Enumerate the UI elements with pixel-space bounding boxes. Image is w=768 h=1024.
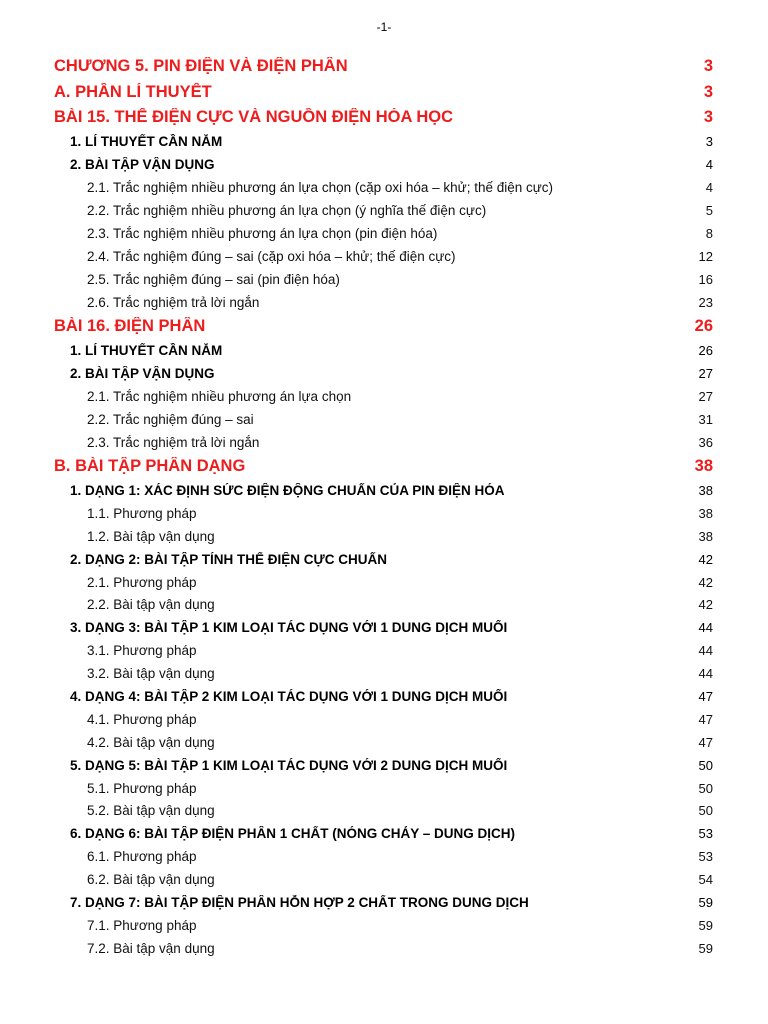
toc-subsection[interactable]: [0, 502, 768, 525]
toc-entry-title: 1.2. Bài tập vận dụng: [87, 528, 215, 544]
toc-entry-title: 3. DẠNG 3: BÀI TẬP 1 KIM LOẠI TÁC DỤNG VỚI 1 DUNG DỊCH MUỐI: [70, 620, 508, 636]
toc-subsection[interactable]: [0, 868, 768, 891]
toc-entry-page: 53: [698, 849, 713, 865]
toc-entry-title: 2.2. Trắc nghiệm nhiều phương án lựa chọn (ý nghĩa thế điện cực): [87, 203, 487, 219]
toc-subsection[interactable]: [0, 937, 768, 960]
toc-entry-page: 44: [698, 666, 713, 682]
toc-entry-page: 12: [698, 248, 713, 264]
toc-entry-title: 3.1. Phương pháp: [87, 643, 197, 659]
toc-entry-page: 16: [698, 271, 713, 287]
toc-entry-title: 3.2. Bài tập vận dụng: [87, 666, 215, 682]
toc-entry-title: 2.5. Trắc nghiệm đúng – sai (pin điện hóa): [87, 271, 340, 287]
toc-entry-title: 5. DẠNG 5: BÀI TẬP 1 KIM LOẠI TÁC DỤNG VỚI 2 DUNG DỊCH MUỐI: [70, 757, 508, 773]
toc-entry-title: 2. DẠNG 2: BÀI TẬP TÍNH THẾ ĐIỆN CỰC CHUẨN: [70, 551, 387, 567]
toc-entry-page: 38: [698, 483, 713, 499]
toc-subsection[interactable]: [0, 525, 768, 548]
toc-entry-page: 27: [698, 365, 713, 381]
toc-subsection[interactable]: [0, 662, 768, 685]
toc-entry-page: 3: [705, 134, 713, 150]
toc-entry-title: 6. DẠNG 6: BÀI TẬP ĐIỆN PHÂN 1 CHẤT (NÓNG CHẢY – DUNG DỊCH): [70, 826, 516, 842]
toc-entry-page: 3: [703, 82, 713, 101]
toc-subsection[interactable]: [0, 594, 768, 617]
toc-entry-page: 23: [698, 294, 713, 310]
toc-entry-page: 5: [705, 203, 713, 219]
toc-entry-title: BÀI 16. ĐIỆN PHÂN: [54, 316, 206, 335]
toc-subsection[interactable]: [0, 914, 768, 937]
toc-entry-title: 4. DẠNG 4: BÀI TẬP 2 KIM LOẠI TÁC DỤNG VỚI 1 DUNG DỊCH MUỐI: [70, 689, 508, 705]
toc-entry-title: 6.2. Bài tập vận dụng: [87, 872, 215, 888]
toc-entry-page: 47: [698, 711, 713, 727]
toc-entry-page: 44: [698, 620, 713, 636]
toc-entry-title: 1.1. Phương pháp: [87, 505, 197, 521]
toc-entry-title: 2.3. Trắc nghiệm nhiều phương án lựa chọn (pin điện hóa): [87, 226, 438, 241]
toc-subsection[interactable]: [0, 176, 768, 199]
toc-entry-page: 31: [698, 411, 713, 427]
toc-entry-title: 6.1. Phương pháp: [87, 849, 197, 865]
toc-subsection[interactable]: [0, 291, 768, 314]
toc-subsection[interactable]: [0, 245, 768, 268]
toc-entry-page: 42: [698, 597, 713, 613]
toc-entry-title: 2.2. Trắc nghiệm đúng – sai: [87, 411, 254, 427]
toc-entry-title: 2.6. Trắc nghiệm trả lời ngắn: [87, 294, 260, 310]
toc-subsection[interactable]: [0, 731, 768, 754]
toc-entry-page: 42: [698, 551, 713, 567]
toc-entry-title: 2.1. Trắc nghiệm nhiều phương án lựa chọn (cặp oxi hóa – khử; thế điện cực): [87, 180, 554, 196]
toc-entry-title: BÀI 15. THẾ ĐIỆN CỰC VÀ NGUỒN ĐIỆN HÓA HỌC: [54, 108, 454, 127]
toc-entry-page: 59: [698, 940, 713, 956]
toc-entry-page: 38: [698, 505, 713, 521]
toc-entry-page: 4: [705, 157, 713, 173]
toc-entry-page: 38: [694, 456, 713, 475]
toc-entry-title: 2.1. Trắc nghiệm nhiều phương án lựa chọn: [87, 388, 352, 404]
toc-entry-page: 47: [698, 734, 713, 750]
page-number: -1-: [376, 20, 392, 34]
toc-subsection[interactable]: [0, 268, 768, 291]
toc-entry-page: 44: [698, 643, 713, 659]
toc-entry-title: 2. BÀI TẬP VẬN DỤNG: [70, 157, 215, 173]
toc-section[interactable]: [0, 479, 768, 502]
toc-entry-page: 53: [698, 826, 713, 842]
toc-entry-title: 2.1. Phương pháp: [87, 574, 197, 590]
toc-section[interactable]: [0, 685, 768, 708]
toc-entry-page: 36: [698, 434, 713, 450]
toc-entry-page: 3: [703, 57, 713, 76]
toc-subsection[interactable]: [0, 571, 768, 594]
toc-subsection[interactable]: [0, 385, 768, 408]
toc-entry-page: 3: [703, 108, 713, 127]
toc-entry-title: 1. LÍ THUYẾT CẦN NẮM: [70, 343, 223, 359]
toc-subsection[interactable]: [0, 800, 768, 823]
toc-entry-title: 5.2. Bài tập vận dụng: [87, 803, 215, 819]
toc-entry-title: B. BÀI TẬP PHÂN DẠNG: [54, 456, 246, 475]
toc-entry-title: 2. BÀI TẬP VẬN DỤNG: [70, 365, 215, 381]
toc-subsection[interactable]: [0, 708, 768, 731]
toc-heading[interactable]: [0, 80, 768, 106]
toc-section[interactable]: [0, 153, 768, 176]
toc-entry-page: 54: [698, 872, 713, 888]
toc-entry-page: 38: [698, 528, 713, 544]
toc-subsection[interactable]: [0, 639, 768, 662]
toc-entry-page: 26: [694, 316, 713, 335]
toc-section[interactable]: [0, 754, 768, 777]
toc-entry-title: 5.1. Phương pháp: [87, 780, 197, 796]
toc-entry-title: 7.2. Bài tập vận dụng: [87, 940, 215, 956]
toc-entry-title: CHƯƠNG 5. PIN ĐIỆN VÀ ĐIỆN PHÂN: [54, 57, 348, 76]
toc-entry-title: 4.1. Phương pháp: [87, 711, 197, 727]
table-of-contents: [0, 54, 768, 960]
toc-entry-title: A. PHẦN LÍ THUYẾT: [54, 82, 212, 101]
toc-subsection[interactable]: [0, 408, 768, 431]
toc-subsection[interactable]: [0, 222, 768, 245]
toc-entry-title: 1. LÍ THUYẾT CẦN NẮM: [70, 134, 223, 150]
toc-section[interactable]: [0, 891, 768, 914]
toc-subsection[interactable]: [0, 199, 768, 222]
toc-heading[interactable]: [0, 105, 768, 131]
toc-entry-title: 2.3. Trắc nghiệm trả lời ngắn: [87, 434, 260, 450]
toc-entry-page: 50: [698, 803, 713, 819]
toc-section[interactable]: [0, 616, 768, 639]
toc-subsection[interactable]: [0, 845, 768, 868]
toc-heading[interactable]: [0, 454, 768, 480]
toc-section[interactable]: [0, 548, 768, 571]
toc-entry-page: 42: [698, 574, 713, 590]
toc-subsection[interactable]: [0, 777, 768, 800]
toc-entry-page: 50: [698, 757, 713, 773]
toc-entry-title: 7. DẠNG 7: BÀI TẬP ĐIỆN PHÂN HỖN HỢP 2 CHẤT TRONG DUNG DỊCH: [70, 895, 529, 911]
toc-subsection[interactable]: [0, 431, 768, 454]
toc-heading[interactable]: [0, 54, 768, 80]
toc-entry-page: 47: [698, 689, 713, 705]
toc-entry-title: 1. DẠNG 1: XÁC ĐỊNH SỨC ĐIỆN ĐỘNG CHUẨN CỦA PIN ĐIỆN HÓA: [70, 483, 505, 499]
toc-entry-page: 8: [705, 226, 713, 241]
toc-entry-page: 26: [698, 343, 713, 359]
toc-heading[interactable]: [0, 314, 768, 340]
toc-section[interactable]: [0, 131, 768, 154]
toc-entry-page: 59: [698, 917, 713, 933]
toc-entry-title: 2.4. Trắc nghiệm đúng – sai (cặp oxi hóa – khử; thế điện cực): [87, 248, 456, 264]
toc-entry-page: 50: [698, 780, 713, 796]
toc-section[interactable]: [0, 339, 768, 362]
toc-entry-page: 4: [705, 180, 713, 196]
toc-entry-page: 59: [698, 895, 713, 911]
toc-section[interactable]: [0, 362, 768, 385]
toc-entry-page: 27: [698, 388, 713, 404]
toc-entry-title: 4.2. Bài tập vận dụng: [87, 734, 215, 750]
toc-section[interactable]: [0, 822, 768, 845]
toc-entry-title: 7.1. Phương pháp: [87, 917, 197, 933]
toc-entry-title: 2.2. Bài tập vận dụng: [87, 597, 215, 613]
